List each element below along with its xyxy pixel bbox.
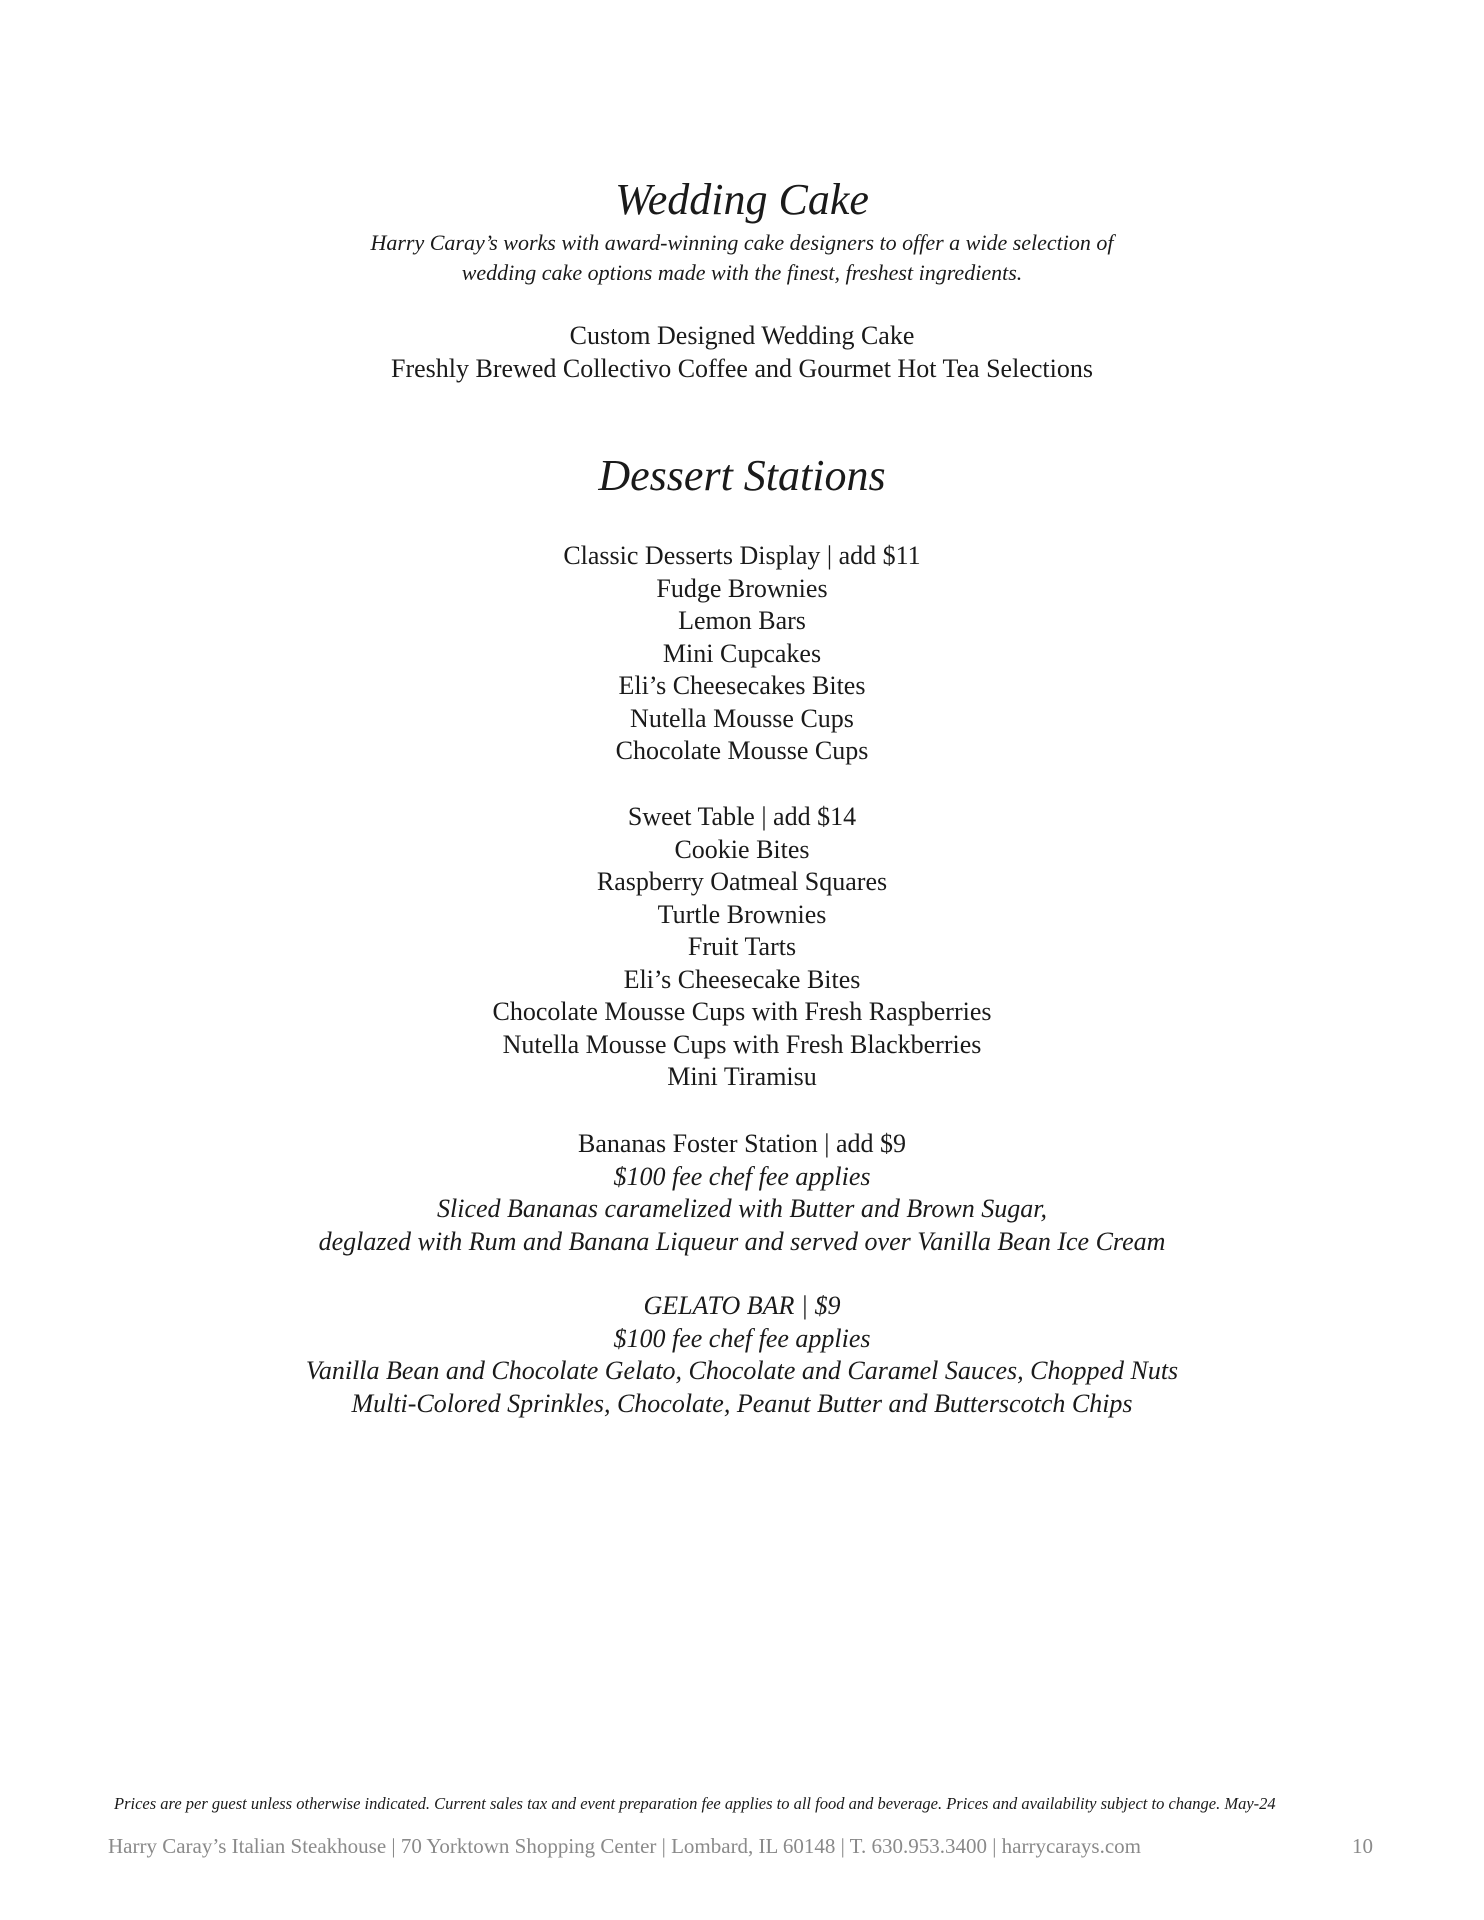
station-heading: GELATO BAR | $9 — [643, 1291, 841, 1320]
wedding-cake-title: Wedding Cake — [615, 175, 869, 224]
menu-item: Cookie Bites — [674, 834, 810, 864]
wedding-cake-section — [0, 174, 1484, 226]
menu-item: Fudge Brownies — [656, 573, 828, 603]
bananas-foster-group — [0, 1128, 1484, 1258]
menu-item: Lemon Bars — [678, 606, 806, 635]
dessert-stations-title: Dessert Stations — [598, 451, 886, 500]
chef-fee-note: $100 fee chef fee applies — [613, 1161, 871, 1191]
pricing-disclaimer: Prices are per guest unless otherwise indicated. Current sales tax and event preparation fee applies to all food and beverage. Prices and availability subject to change. May-24 — [114, 1794, 1276, 1813]
page-number: 10 — [1352, 1834, 1373, 1858]
station-description-line: deglazed with Rum and Banana Liqueur and served over Vanilla Bean Ice Cream — [318, 1226, 1166, 1256]
menu-item: Nutella Mousse Cups with Fresh Blackberries — [502, 1029, 982, 1059]
menu-item: Mini Cupcakes — [662, 638, 822, 668]
menu-item: Chocolate Mousse Cups with Fresh Raspberries — [492, 997, 992, 1026]
dessert-stations-section — [0, 450, 1484, 502]
wedding-cake-intro — [0, 228, 1484, 288]
menu-item: Custom Designed Wedding Cake — [569, 321, 915, 350]
classic-desserts-group — [0, 540, 1484, 768]
menu-item: Freshly Brewed Collectivo Coffee and Gourmet Hot Tea Selections — [391, 353, 1093, 383]
station-heading: Bananas Foster Station | add $9 — [578, 1129, 906, 1158]
chef-fee-note: $100 fee chef fee applies — [613, 1323, 871, 1353]
station-description-line: Vanilla Bean and Chocolate Gelato, Chocolate and Caramel Sauces, Chopped Nuts — [305, 1356, 1179, 1385]
menu-item: Chocolate Mousse Cups — [615, 736, 869, 765]
menu-item: Fruit Tarts — [687, 932, 797, 961]
wedding-cake-items — [0, 320, 1484, 385]
menu-item: Raspberry Oatmeal Squares — [596, 867, 888, 896]
station-heading: Sweet Table | add $14 — [627, 802, 857, 831]
intro-line: Harry Caray’s works with award-winning cake designers to offer a wide selection of — [370, 230, 1114, 255]
menu-item: Turtle Brownies — [657, 899, 827, 929]
menu-item: Eli’s Cheesecake Bites — [623, 964, 861, 994]
menu-item: Eli’s Cheesecakes Bites — [618, 671, 866, 700]
menu-item: Mini Tiramisu — [667, 1062, 817, 1091]
menu-item: Nutella Mousse Cups — [630, 703, 854, 733]
gelato-bar-group — [0, 1290, 1484, 1420]
station-heading: Classic Desserts Display | add $11 — [563, 541, 921, 570]
restaurant-address: Harry Caray’s Italian Steakhouse | 70 Yorktown Shopping Center | Lombard, IL 60148 | T. 630.953.3400 | harrycarays.com — [108, 1834, 1141, 1858]
station-description-line: Sliced Bananas caramelized with Butter and Brown Sugar, — [437, 1194, 1047, 1223]
station-description-line: Multi-Colored Sprinkles, Chocolate, Peanut Butter and Butterscotch Chips — [351, 1388, 1133, 1418]
intro-line: wedding cake options made with the finest, freshest ingredients. — [461, 260, 1023, 285]
sweet-table-group — [0, 801, 1484, 1094]
